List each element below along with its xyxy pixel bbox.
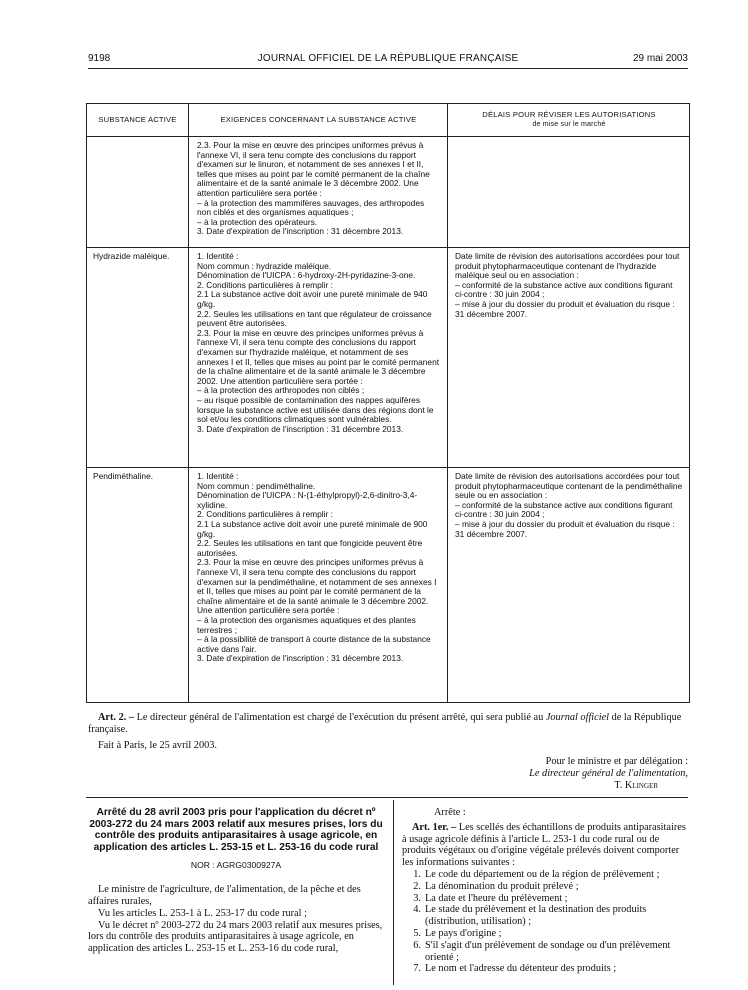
decree-column: [88, 807, 384, 955]
issue-date: 29 mai 2003: [632, 53, 688, 64]
col-header-requirements: EXIGENCES CONCERNANT LA SUBSTANCE ACTIVE: [189, 104, 448, 136]
page-number: 9198: [88, 53, 111, 64]
substance-cell: Pendiméthaline.: [87, 468, 189, 702]
requirements-cell: 1. Identité : Nom commun : hydrazide maléique. Dénomination de l'UICPA : 6-hydroxy-2H-pyridazine-3-one. 2. Conditions particulières à remplir : 2.1 La substance active doit avoir une pureté minimale de 940 g/kg. 2.2. Seules les utilisations en tant que régulateur de croissance peuvent être autorisées. 2.3. Pour la mise en œuvre des principes uniformes prévus à l'annexe VI, il sera tenu compte des conclusions du rapport d'examen sur l'hydrazide maléique, et notamment de ses annexes I et II, telles que mises au point par le comité permanent de la chaîne alimentaire et de la santé animale le 3 décembre 2002. Une attention particulière sera portée : – à la protection des arthropodes non ciblés ; – au risque possible de contamination des nappes aquifères lorsque la substance active est utilisée dans des régions dont le sol et/ou les conditions climatiques sont vulnérables. 3. Date d'expiration de l'inscription : 31 décembre 2013.: [189, 248, 448, 467]
decree-title: Arrêté du 28 avril 2003 pris pour l'application du décret nº 2003-272 du 24 mars 2003 relatif aux mesures prises, lors du contrôle des produits antiparasitaires à usage agricole, en application des articles L. 253-15 et L. 253-16 du code rural: [89, 807, 383, 853]
col-header-substance: SUBSTANCE ACTIVE: [87, 104, 189, 136]
decree-paragraph: Le ministre de l'agriculture, de l'alimentation, de la pêche et des affaires rurales,: [88, 884, 361, 907]
table-header-row: [87, 104, 689, 136]
article-1: Art. 1er. – Les scellés des échantillons de produits antiparasitaires à usage agricole définis à l'article L. 253-1 du code rural ou de produits végétaux ou d'origine végétale prélevés doivent comporter les informations suivantes :: [402, 821, 686, 869]
list-item: 3. La date et l'heure du prélèvement ;: [413, 892, 568, 904]
list-item: 5. Le pays d'origine ;: [413, 927, 502, 939]
right-column: [402, 807, 688, 975]
deadlines-cell: Date limite de révision des autorisations accordées pour tout produit phytopharmaceutique contenant de la pendiméthaline seule ou en association : – conformité de la substance active aux conditions figurant ci-contre : 30 juin 2004 ; – mise à jour du dossier du produit et évaluation du risque : 31 décembre 2007.: [455, 471, 683, 539]
col-header-deadlines: DÉLAIS POUR RÉVISER LES AUTORISATIONS de mise sur le marché: [482, 110, 656, 128]
substance-cell: [87, 137, 189, 247]
substance-cell: Hydrazide maléique.: [87, 248, 189, 467]
signature-block: Pour le ministre et par délégation : Le directeur général de l'alimentation, T. Klinger: [529, 756, 688, 791]
arrete-heading: Arrête :: [434, 807, 466, 818]
deadlines-cell: Date limite de révision des autorisations accordées pour tout produit phytopharmaceutique contenant de l'hydrazide maléique seul ou en association : – conformité de la substance active aux conditions figurant ci-contre : 30 juin 2004 ; – mise à jour du dossier du produit et évaluation du risque : 31 décembre 2007.: [455, 251, 680, 319]
journal-title: JOURNAL OFFICIEL DE LA RÉPUBLIQUE FRANÇAISE: [257, 53, 519, 64]
list-item: 4. Le stade du prélèvement et la destination des produits (distribution, utilisation) ;: [413, 904, 647, 928]
table-row: [87, 467, 689, 702]
requirements-cell: 2.3. Pour la mise en œuvre des principes uniformes prévus à l'annexe VI, il sera tenu compte des conclusions du rapport d'examen sur le linuron, et notamment de ses annexes I et II, telles que mises au point par le comité permanent de la chaîne alimentaire et de la santé animale le 3 décembre 2002. Une attention particulière sera portée : – à la protection des mammifères sauvages, des arthropodes non ciblés et des organismes aquatiques ; – à la protection des opérateurs. 3. Date d'expiration de l'inscription : 31 décembre 2013.: [189, 137, 448, 247]
decree-paragraph: Vu les articles L. 253-1 à L. 253-17 du code rural ;: [98, 907, 307, 919]
decree-paragraph: Vu le décret nº 2003-272 du 24 mars 2003 relatif aux mesures prises, lors du contrôle des produits antiparasitaires à usage agricole, en application des articles L. 253-15 et L. 253-16 du code rural,: [88, 919, 383, 955]
requirements-cell: 1. Identité : Nom commun : pendiméthaline. Dénomination de l'UICPA : N-(1-éthylpropyl)-2,6-dinitro-3,4-xylidine. 2. Conditions particulières à remplir : 2.1 La substance active doit avoir une pureté minimale de 900 g/kg. 2.2. Seules les utilisations en tant que fongicide peuvent être autorisées. 2.3. Pour la mise en œuvre des principes uniformes prévus à l'annexe VI, il sera tenu compte des conclusions du rapport d'examen sur la pendiméthaline, et notamment de ses annexes I et II, telles que mises au point par le comité permanent de la chaîne alimentaire et de la santé animale le 3 décembre 2002. Une attention particulière sera portée : – à la protection des organismes aquatiques et des plantes terrestres ; – à la possibilité de transport à courte distance de la substance active dans l'air. 3. Date d'expiration de l'inscription : 31 décembre 2013.: [189, 468, 448, 702]
list-item: 1. Le code du département ou de la région de prélèvement ;: [413, 868, 660, 880]
list-item: 7. Le nom et l'adresse du détenteur des produits ;: [413, 963, 617, 975]
substances-table: [86, 103, 690, 703]
table-row: [87, 247, 689, 467]
deadlines-cell: [448, 137, 689, 247]
list-item: 2. La dénomination du produit prélevé ;: [413, 880, 579, 892]
section-rule: [86, 797, 688, 798]
table-row: [87, 136, 689, 247]
header-rule: [88, 68, 688, 69]
article-2: Art. 2. – Le directeur général de l'alimentation est chargé de l'exécution du présent arrêté, qui sera publié au Journal officiel de la République française.: [88, 712, 682, 736]
done-at: Fait à Paris, le 25 avril 2003.: [98, 740, 217, 751]
nor-reference: NOR : AGRG0300927A: [190, 860, 282, 871]
list-item: 6. S'il s'agit d'un prélèvement de sondage ou d'un prélèvement orienté ;: [413, 939, 671, 963]
column-divider: [393, 800, 394, 985]
